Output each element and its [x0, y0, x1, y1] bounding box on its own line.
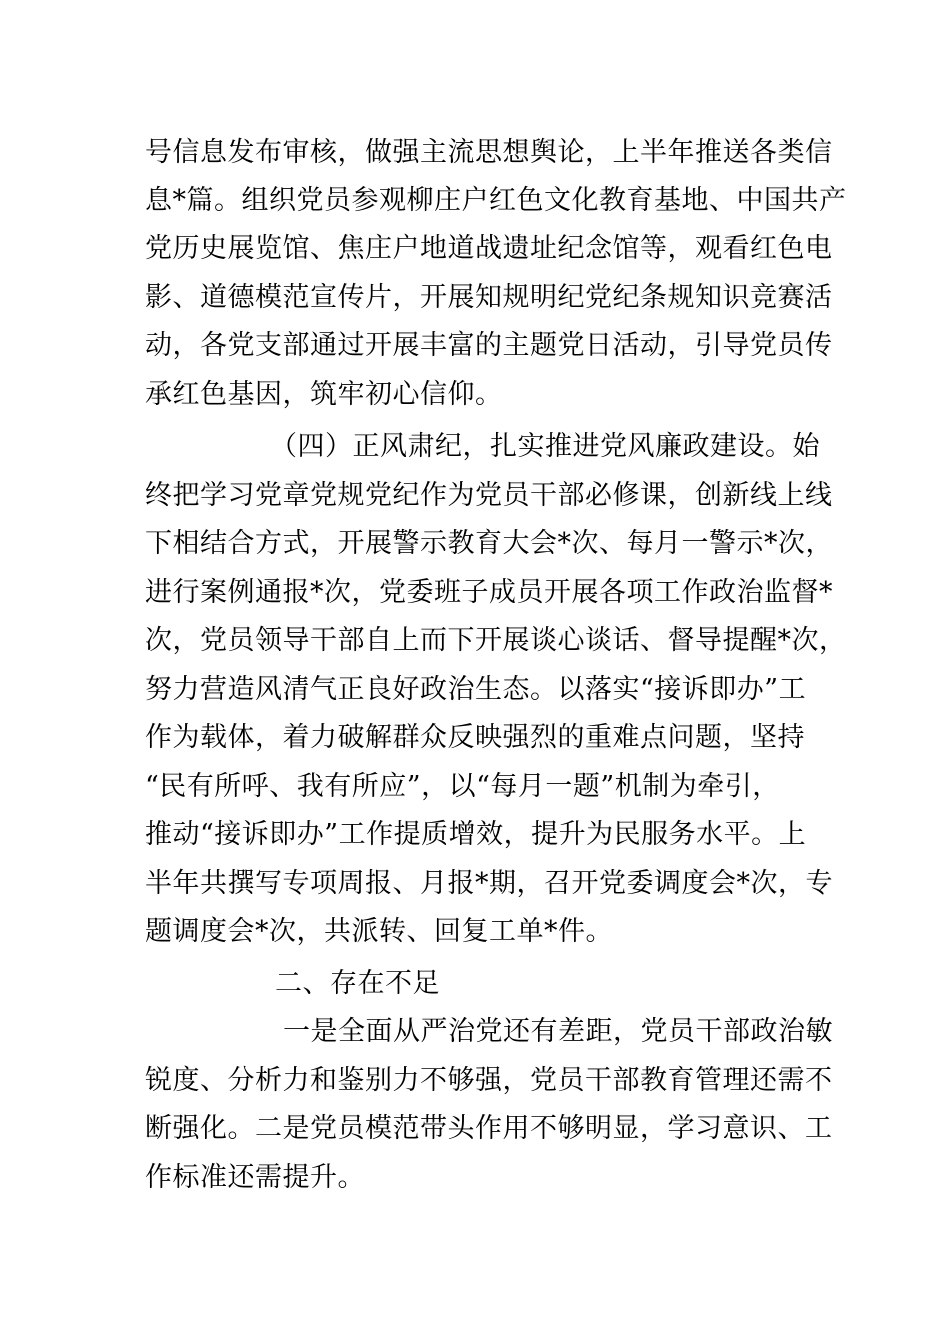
text-line: 题调度会*次，共派转、回复工单*件。	[145, 916, 613, 947]
text-line: 号信息发布审核，做强主流思想舆论，上半年推送各类信	[145, 137, 833, 168]
text-line: “民有所呼、我有所应”，以“每月一题”机制为牵引，	[145, 771, 780, 802]
text-line: 下相结合方式，开展警示教育大会*次、每月一警示*次，	[145, 528, 833, 559]
text-line: 动，各党支部通过开展丰富的主题党日活动，引导党员传	[145, 330, 833, 361]
text-line: 努力营造风清气正良好政治生态。以落实“接诉即办”工	[145, 674, 807, 705]
text-line: 影、道德模范宣传片，开展知规明纪党纪条规知识竞赛活	[145, 282, 833, 313]
text-line: 一是全面从严治党还有差距，党员干部政治敏	[283, 1016, 833, 1047]
text-line: 息*篇。组织党员参观柳庄户红色文化教育基地、中国共产	[145, 185, 847, 216]
text-line: 断强化。二是党员模范带头作用不够明显，学习意识、工	[145, 1113, 833, 1144]
section-heading: 二、存在不足	[275, 968, 440, 999]
text-line: 终把学习党章党规党纪作为党员干部必修课，创新线上线	[145, 480, 833, 511]
text-line: 半年共撰写专项周报、月报*期，召开党委调度会*次，专	[145, 868, 833, 899]
text-line: 党历史展览馆、焦庄户地道战遗址纪念馆等，观看红色电	[145, 233, 833, 264]
text-line: 推动“接诉即办”工作提质增效，提升为民服务水平。上	[145, 819, 807, 850]
text-line: 作为载体，着力破解群众反映强烈的重难点问题，坚持	[145, 722, 805, 753]
text-line: 次，党员领导干部自上而下开展谈心谈话、督导提醒*次，	[145, 625, 847, 656]
text-line: （四）正风肃纪，扎实推进党风廉政建设。始	[270, 431, 820, 462]
text-line: 进行案例通报*次，党委班子成员开展各项工作政治监督*	[145, 577, 833, 608]
text-line: 承红色基因，筑牢初心信仰。	[145, 379, 503, 410]
text-line: 锐度、分析力和鉴别力不够强，党员干部教育管理还需不	[145, 1065, 833, 1096]
text-line: 作标准还需提升。	[145, 1162, 365, 1193]
